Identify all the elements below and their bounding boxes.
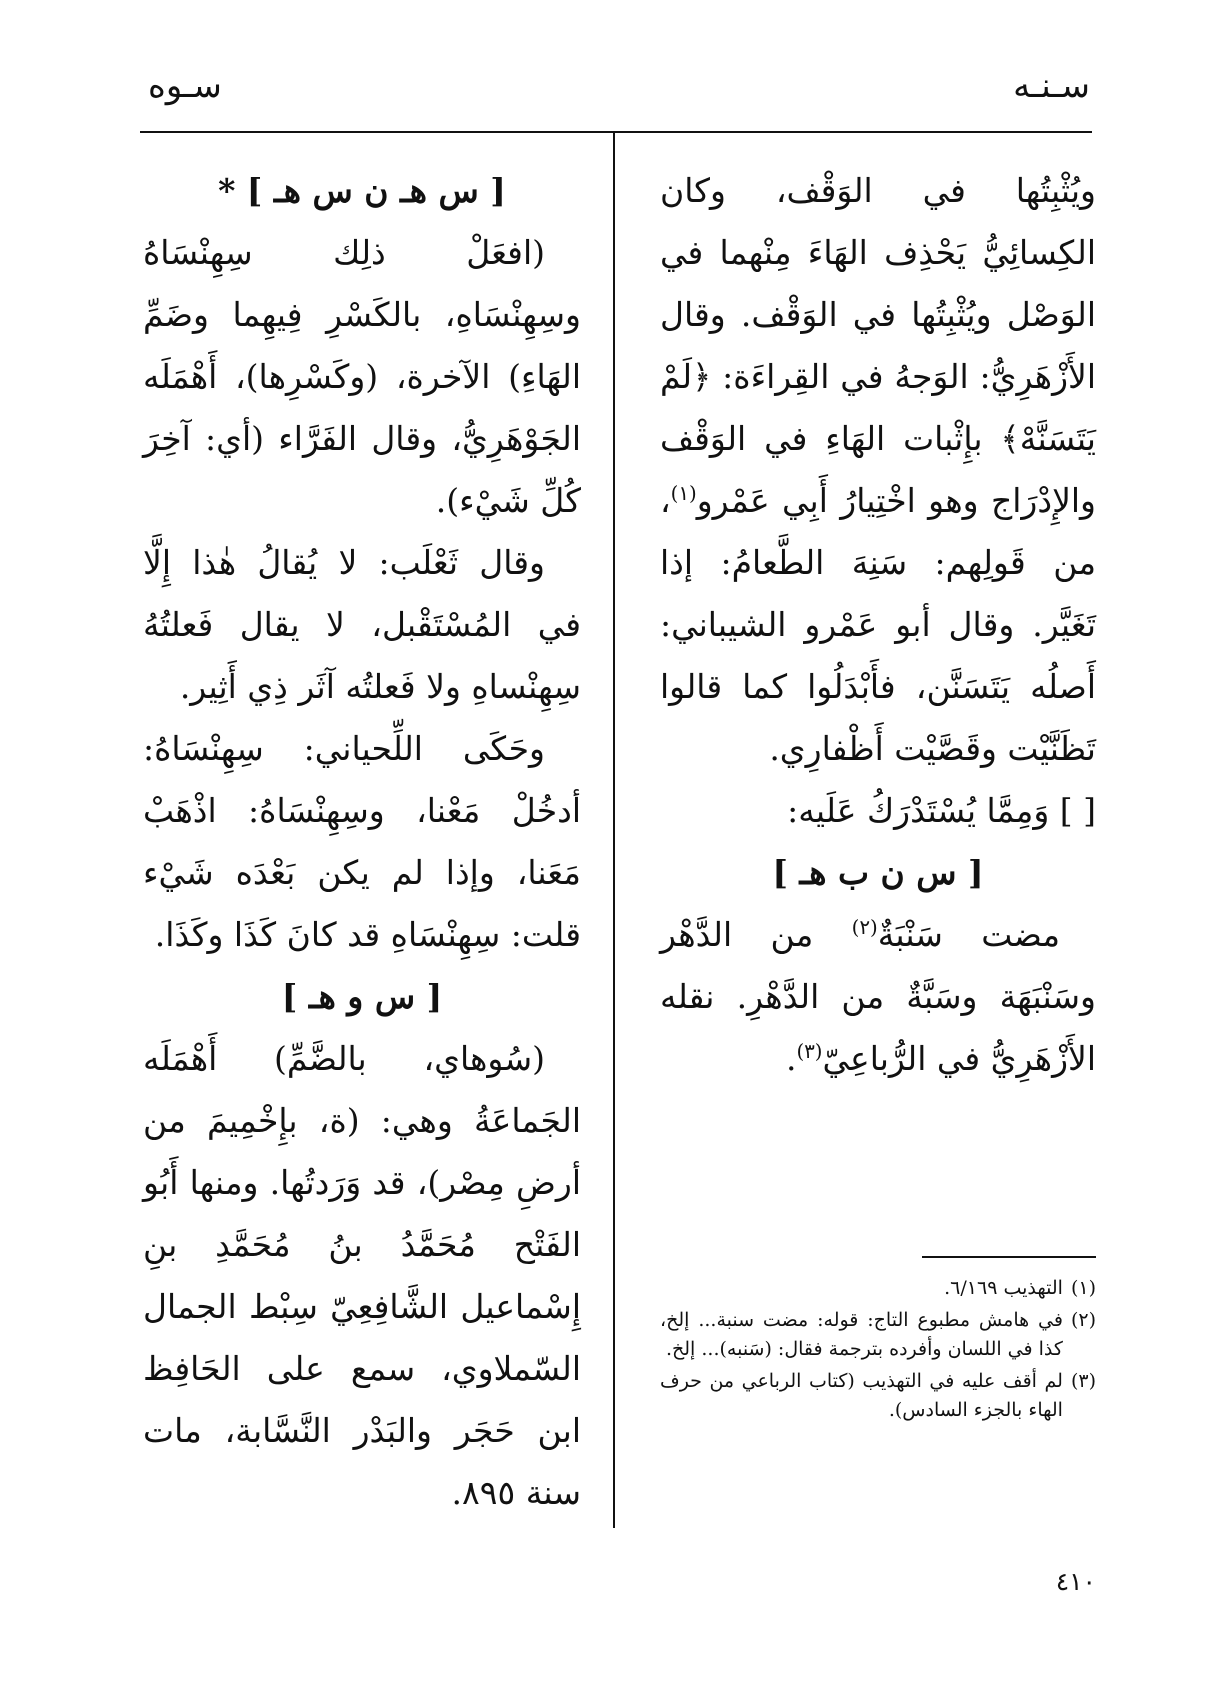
footnote-3	[660, 1367, 1096, 1425]
footnote-rule	[922, 1256, 1096, 1258]
footnote-1	[660, 1274, 1096, 1303]
footnote-number: (٣)	[1070, 1370, 1096, 1392]
entry-heading-snbh: [ س ن ب هـ ]	[772, 853, 984, 892]
footnote-ref-3: (٣)	[796, 1040, 823, 1063]
footnote-text: لم أقف عليه في التهذيب (كتاب الرباعي من حرف الهاء بالجزء السادس).	[660, 1370, 1063, 1421]
header-left-title: سـوه	[148, 66, 222, 106]
footnote-ref-1: (١)	[670, 482, 697, 505]
right-column	[660, 160, 1096, 1090]
footnotes	[660, 1274, 1096, 1428]
right-paragraph-1-continued: ، من قَولِهم: سَنِهَ الطَّعامُ: إذا تَغَيَّر. وقال أبو عَمْرو الشيباني: أَصلُه يَتَسَنَّن، فأَبْدَلُوا كما قالوا تَظَنَّيْت وقَصَّيْت أَظْفارِي.	[660, 481, 1096, 768]
left-paragraph-1: (افعَلْ ذلِك سِهِنْسَاهُ وسِهِنْسَاهِ، بالكَسْرِ فِيهِما وضَمِّ الهَاءِ) الآخرة، (وكَسْرِها)، أَهْمَلَه الجَوْهَرِيُّ، وقال الفَرَّاء (أي: آخِرَ كُلِّ شَيْء).	[143, 233, 581, 520]
footnote-ref-2: (٢)	[851, 916, 878, 939]
right-paragraph-1-text: ويُثْبِتُها في الوَقْف، وكان الكِسائِيُّ يَحْذِف الهَاءَ مِنْهما في الوَصْل ويُثْبِتُها في الوَقْف. وقال الأَزْهَرِيُّ: الوَجهُ في القِراءَة: ﴿لَمْ يَتَسَنَّهْ﴾ بإِثْبات الهَاءِ في الوَقْف والإِدْرَاج وهو اخْتِيارُ أَبِي عَمْرو	[660, 171, 1096, 520]
entry-heading-swh: [ س و هـ ]	[281, 977, 443, 1016]
footnote-text: في هامش مطبوع التاج: قوله: مضت سنبة... إلخ، كذا في اللسان وأفرده بترجمة فقال: (سَنبه)... إلخ.	[660, 1309, 1063, 1360]
header-rule	[140, 131, 1092, 133]
page-number: ٤١٠	[1055, 1567, 1096, 1596]
right-paragraph-1	[660, 160, 1096, 780]
footnote-2	[660, 1306, 1096, 1364]
left-column	[143, 160, 581, 1524]
left-paragraph-4: (سُوهاي، بالضَّمِّ) أَهْمَلَه الجَماعَةُ وهي: (ة، بإِخْمِيمَ من أرضِ مِصْر)، قد وَرَدتُها. ومنها أَبُو الفَتْح مُحَمَّدُ بنُ مُحَمَّدِ بنِ إِسْماعيل الشَّافِعِيّ سِبْط الجمال السّملاوي، سمع على الحَافِظ ابن حَجَر والبَدْر النَّسَّابة، مات سنة ٨٩٥.	[143, 1039, 581, 1512]
right-paragraph-2-end: .	[785, 1039, 797, 1078]
footnote-text: التهذيب ٦/١٦٩.	[944, 1277, 1063, 1299]
right-paragraph-2-start: مضت سَنْبَةٌ	[877, 915, 1060, 954]
footnote-number: (٢)	[1070, 1309, 1096, 1331]
footnote-number: (١)	[1070, 1277, 1096, 1299]
left-paragraph-3: وحَكَى اللِّحياني: سِهِنْسَاهُ: أدخُلْ مَعْنا، وسِهِنْسَاهُ: اذْهَبْ مَعَنا، وإذا لم يكن بَعْدَه شَيْء قلت: سِهِنْسَاهِ قد كانَ كَذَا وكَذَا.	[143, 729, 581, 954]
right-paragraph-2	[660, 904, 1096, 1090]
left-paragraph-2: وقال ثَعْلَب: لا يُقالُ هٰذا إِلَّا في المُسْتَقْبل، لا يقال فَعلتُهُ سِهِنْساهِ ولا فَعلتُه آثَر ذِي أَثِير.	[143, 543, 581, 706]
entry-heading-shnsh: [ س هـ ن س هـ ] *	[218, 171, 506, 210]
column-divider	[613, 133, 615, 1528]
header-right-title: سـنـه	[1013, 66, 1090, 106]
right-paragraph-2-middle: من الدَّهْر وسَنْبَهَة وسَبَّةٌ من الدَّهْرِ. نقله الأَزْهَرِيُّ في الرُّباعِيّ	[660, 915, 1096, 1078]
mustadrak-line: [ ] وَمِمَّا يُسْتَدْرَكُ عَلَيه:	[787, 791, 1096, 830]
